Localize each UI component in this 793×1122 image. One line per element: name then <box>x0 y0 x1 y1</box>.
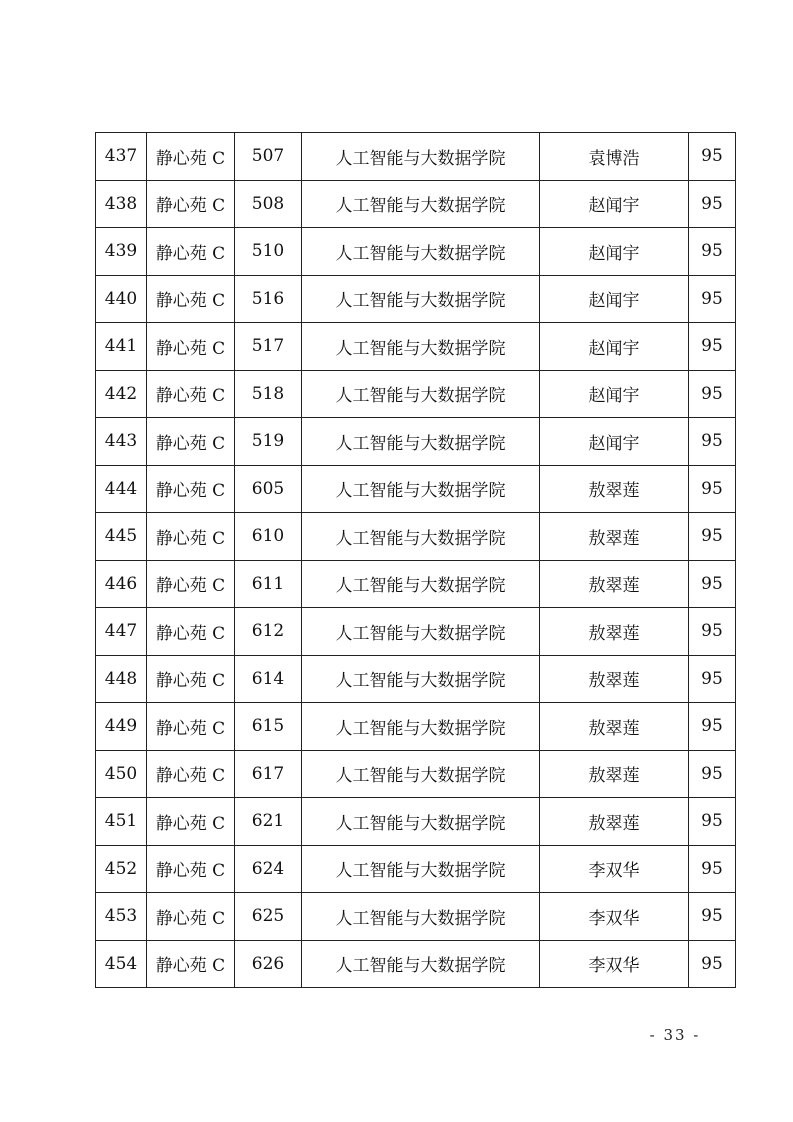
cell-building: 静心苑 C <box>147 608 235 656</box>
cell-serial-number: 442 <box>96 370 147 418</box>
cell-score: 95 <box>689 370 736 418</box>
cell-responsible-person: 敖翠莲 <box>540 465 689 513</box>
cell-college: 人工智能与大数据学院 <box>302 560 540 608</box>
cell-college: 人工智能与大数据学院 <box>302 893 540 941</box>
cell-building: 静心苑 C <box>147 465 235 513</box>
cell-responsible-person: 敖翠莲 <box>540 513 689 561</box>
table-row <box>96 370 736 418</box>
cell-building: 静心苑 C <box>147 228 235 276</box>
cell-room-number: 621 <box>235 798 302 846</box>
cell-responsible-person: 赵闻宇 <box>540 418 689 466</box>
cell-college: 人工智能与大数据学院 <box>302 275 540 323</box>
cell-score: 95 <box>689 703 736 751</box>
cell-serial-number: 449 <box>96 703 147 751</box>
cell-score: 95 <box>689 940 736 988</box>
cell-serial-number: 453 <box>96 893 147 941</box>
cell-room-number: 610 <box>235 513 302 561</box>
cell-college: 人工智能与大数据学院 <box>302 798 540 846</box>
cell-college: 人工智能与大数据学院 <box>302 845 540 893</box>
cell-room-number: 519 <box>235 418 302 466</box>
cell-serial-number: 443 <box>96 418 147 466</box>
cell-college: 人工智能与大数据学院 <box>302 370 540 418</box>
table-row <box>96 180 736 228</box>
cell-room-number: 614 <box>235 655 302 703</box>
cell-building: 静心苑 C <box>147 655 235 703</box>
cell-building: 静心苑 C <box>147 370 235 418</box>
cell-serial-number: 446 <box>96 560 147 608</box>
cell-college: 人工智能与大数据学院 <box>302 133 540 181</box>
cell-room-number: 605 <box>235 465 302 513</box>
table-row <box>96 798 736 846</box>
cell-room-number: 617 <box>235 750 302 798</box>
cell-building: 静心苑 C <box>147 750 235 798</box>
cell-college: 人工智能与大数据学院 <box>302 608 540 656</box>
cell-room-number: 508 <box>235 180 302 228</box>
cell-room-number: 507 <box>235 133 302 181</box>
cell-building: 静心苑 C <box>147 845 235 893</box>
cell-score: 95 <box>689 655 736 703</box>
cell-serial-number: 437 <box>96 133 147 181</box>
table-row <box>96 465 736 513</box>
cell-responsible-person: 李双华 <box>540 893 689 941</box>
cell-score: 95 <box>689 323 736 371</box>
cell-responsible-person: 敖翠莲 <box>540 655 689 703</box>
cell-score: 95 <box>689 465 736 513</box>
table-row <box>96 608 736 656</box>
cell-responsible-person: 李双华 <box>540 845 689 893</box>
cell-score: 95 <box>689 418 736 466</box>
cell-serial-number: 445 <box>96 513 147 561</box>
table-row <box>96 133 736 181</box>
cell-building: 静心苑 C <box>147 133 235 181</box>
cell-room-number: 625 <box>235 893 302 941</box>
cell-score: 95 <box>689 845 736 893</box>
cell-score: 95 <box>689 893 736 941</box>
cell-score: 95 <box>689 275 736 323</box>
cell-score: 95 <box>689 798 736 846</box>
cell-building: 静心苑 C <box>147 513 235 561</box>
cell-serial-number: 438 <box>96 180 147 228</box>
cell-building: 静心苑 C <box>147 798 235 846</box>
cell-responsible-person: 赵闻宇 <box>540 275 689 323</box>
cell-serial-number: 441 <box>96 323 147 371</box>
table-row <box>96 275 736 323</box>
cell-building: 静心苑 C <box>147 275 235 323</box>
table-body <box>96 133 736 988</box>
cell-score: 95 <box>689 228 736 276</box>
cell-responsible-person: 敖翠莲 <box>540 703 689 751</box>
cell-responsible-person: 赵闻宇 <box>540 323 689 371</box>
cell-building: 静心苑 C <box>147 893 235 941</box>
cell-score: 95 <box>689 608 736 656</box>
cell-responsible-person: 赵闻宇 <box>540 228 689 276</box>
cell-room-number: 517 <box>235 323 302 371</box>
cell-serial-number: 452 <box>96 845 147 893</box>
cell-building: 静心苑 C <box>147 703 235 751</box>
cell-serial-number: 450 <box>96 750 147 798</box>
cell-responsible-person: 敖翠莲 <box>540 798 689 846</box>
cell-responsible-person: 敖翠莲 <box>540 560 689 608</box>
cell-room-number: 624 <box>235 845 302 893</box>
cell-college: 人工智能与大数据学院 <box>302 180 540 228</box>
cell-serial-number: 440 <box>96 275 147 323</box>
cell-college: 人工智能与大数据学院 <box>302 703 540 751</box>
cell-serial-number: 444 <box>96 465 147 513</box>
cell-college: 人工智能与大数据学院 <box>302 750 540 798</box>
table-row <box>96 323 736 371</box>
cell-room-number: 518 <box>235 370 302 418</box>
table-row <box>96 560 736 608</box>
table-row <box>96 703 736 751</box>
cell-responsible-person: 袁博浩 <box>540 133 689 181</box>
table-row <box>96 750 736 798</box>
cell-building: 静心苑 C <box>147 418 235 466</box>
table-row <box>96 655 736 703</box>
cell-building: 静心苑 C <box>147 180 235 228</box>
cell-score: 95 <box>689 180 736 228</box>
cell-room-number: 510 <box>235 228 302 276</box>
cell-college: 人工智能与大数据学院 <box>302 513 540 561</box>
table-row <box>96 893 736 941</box>
cell-building: 静心苑 C <box>147 323 235 371</box>
cell-room-number: 516 <box>235 275 302 323</box>
cell-college: 人工智能与大数据学院 <box>302 418 540 466</box>
cell-college: 人工智能与大数据学院 <box>302 655 540 703</box>
cell-room-number: 612 <box>235 608 302 656</box>
cell-serial-number: 451 <box>96 798 147 846</box>
cell-room-number: 626 <box>235 940 302 988</box>
dormitory-score-table <box>95 132 736 988</box>
table-row <box>96 845 736 893</box>
cell-building: 静心苑 C <box>147 940 235 988</box>
cell-score: 95 <box>689 133 736 181</box>
cell-serial-number: 454 <box>96 940 147 988</box>
table-row <box>96 228 736 276</box>
cell-score: 95 <box>689 560 736 608</box>
table-row <box>96 418 736 466</box>
cell-serial-number: 439 <box>96 228 147 276</box>
cell-serial-number: 447 <box>96 608 147 656</box>
page-number: - 33 - <box>649 1026 701 1044</box>
cell-room-number: 611 <box>235 560 302 608</box>
cell-responsible-person: 赵闻宇 <box>540 180 689 228</box>
cell-building: 静心苑 C <box>147 560 235 608</box>
cell-score: 95 <box>689 750 736 798</box>
cell-responsible-person: 赵闻宇 <box>540 370 689 418</box>
table-row <box>96 940 736 988</box>
cell-score: 95 <box>689 513 736 561</box>
cell-college: 人工智能与大数据学院 <box>302 323 540 371</box>
cell-room-number: 615 <box>235 703 302 751</box>
cell-college: 人工智能与大数据学院 <box>302 228 540 276</box>
cell-college: 人工智能与大数据学院 <box>302 465 540 513</box>
cell-college: 人工智能与大数据学院 <box>302 940 540 988</box>
cell-responsible-person: 敖翠莲 <box>540 750 689 798</box>
cell-serial-number: 448 <box>96 655 147 703</box>
table-row <box>96 513 736 561</box>
cell-responsible-person: 李双华 <box>540 940 689 988</box>
cell-responsible-person: 敖翠莲 <box>540 608 689 656</box>
